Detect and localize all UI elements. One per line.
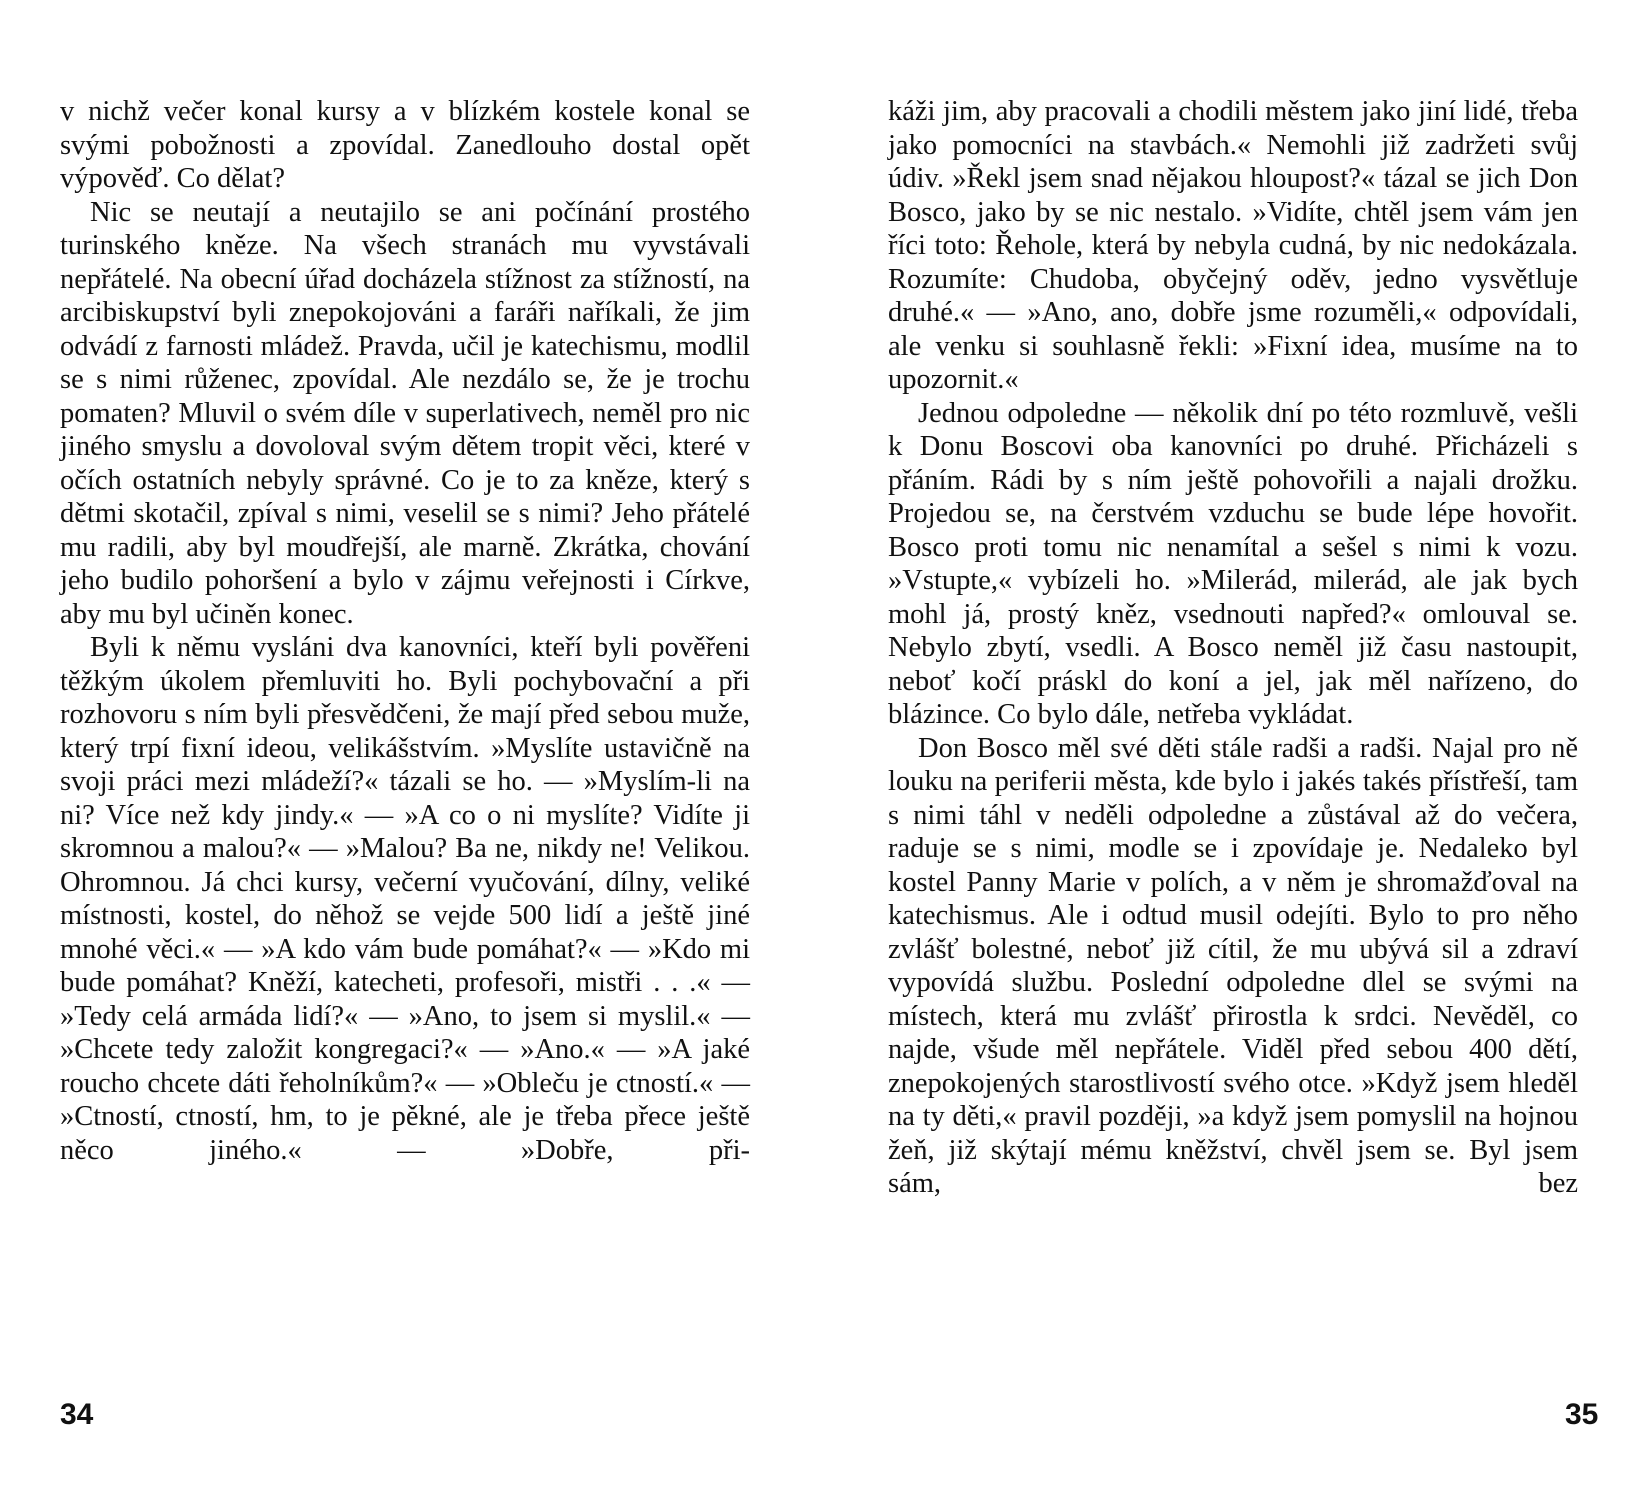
paragraph: Don Bosco měl své děti stále radši a radši. Najal pro ně louku na periferii města, kde bylo i jakés takés přístřeší, tam s nimi táhl v neděli odpoledne a zůstával až do večera, raduje se s nimi, modle se i zpovídaje je. Nedaleko byl kostel Panny Marie v polích, a v něm je shromažďoval na katechismus. Ale i odtud musil odejíti. Bylo to pro něho zvlášť bolestné, neboť již cítil, že mu ubývá sil a zdraví vypovídá službu. Poslední odpoledne dlel se svými na místech, která mu zvlášť přirostla k srdci. Nevěděl, co najde, všude měl nepřátele. Viděl před sebou 400 dětí, znepokojených starostlivostí svého otce. »Když jsem hleděl na ty děti,« pravil později, »a když jsem pomyslil na hojnou žeň, již skýtají mému kněžství, chvěl jsem se. Byl jsem sám, bez [888, 732, 1578, 1199]
right-page [888, 95, 1578, 1201]
page-number-left: 34 [60, 1398, 94, 1431]
paragraph: Nic se neutají a neutajilo se ani počínání prostého turinského kněze. Na všech stranách mu vyvstávali nepřátelé. Na obecní úřad docházela stížnost za stížností, na arcibiskupství byli znepokojováni a faráři naříkali, že jim odvádí z farnosti mládež. Pravda, učil je katechismu, modlil se s nimi růženec, zpovídal. Ale nezdálo se, že je trochu pomaten? Mluvil o svém díle v superlativech, neměl pro nic jiného smyslu a dovoloval svým dětem tropit věci, které v očích ostatních nebyly správné. Co je to za kněze, který s dětmi skotačil, zpíval s nimi, veselil se s nimi? Jeho přátelé mu radili, aby byl moudřejší, ale marně. Zkrátka, chování jeho budilo pohoršení a bylo v zájmu veřejnosti i Církve, aby mu byl učiněn konec. [60, 196, 750, 630]
paragraph: káži jim, aby pracovali a chodili městem jako jiní lidé, třeba jako pomocníci na stavbách.« Nemohli již zadržeti svůj údiv. »Řekl jsem snad nějakou hloupost?« tázal se jich Don Bosco, jako by se nic nestalo. »Vidíte, chtěl jsem vám jen říci toto: Řehole, která by nebyla cudná, by nic nedokázala. Rozumíte: Chudoba, obyčejný oděv, jedno vysvětluje druhé.« — »Ano, ano, dobře jsme rozuměli,« odpovídali, ale venku si souhlasně řekli: »Fixní idea, musíme na to upozornit.« [888, 96, 1578, 395]
right-page-text [888, 95, 1578, 1201]
paragraph: Jednou odpoledne — několik dní po této rozmluvě, vešli k Donu Boscovi oba kanovníci po druhé. Přicházeli s přáním. Rádi by s ním ještě pohovořili a najali drožku. Projedou se, na čerstvém vzduchu se bude lépe hovořit. Bosco proti tomu nic nenamítal a sešel s nimi k vozu. »Vstupte,« vybízeli ho. »Milerád, milerád, ale jak bych mohl já, prostý kněz, vsednouti napřed?« omlouval se. Nebylo zbytí, vsedli. A Bosco neměl již času nastoupit, neboť kočí práskl do koní a jel, jak měl nařízeno, do blázince. Co bylo dále, netřeba vykládat. [888, 397, 1578, 730]
paragraph: Byli k němu vysláni dva kanovníci, kteří byli pověřeni těžkým úkolem přemluviti ho. Byli pochybovační a při rozhovoru s ním byli přesvědčeni, že mají před sebou muže, který trpí fixní ideou, velikášstvím. »Myslíte ustavičně na svoji práci mezi mládeží?« tázali se ho. — »Myslím-li na ni? Více než kdy jindy.« — »A co o ni myslíte? Vidíte ji skromnou a malou?« — »Malou? Ba ne, nikdy ne! Velikou. Ohromnou. Já chci kursy, večerní vyučování, dílny, veliké místnosti, kostel, do něhož se vejde 500 lidí a ještě jiné mnohé věci.« — »A kdo vám bude pomáhat?« — »Kdo mi bude pomáhat? Kněží, katecheti, profesoři, mistři . . .« — »Tedy celá armáda lidí?« — »Ano, to jsem si myslil.« — »Chcete tedy založit kongregaci?« — »Ano.« — »A jaké roucho chcete dáti řeholníkům?« — »Obleču je ctností.« — »Ctností, ctností, hm, to je pěkné, ale je třeba přece ještě něco jiného.« — »Dobře, při- [60, 632, 750, 1166]
page-number-right: 35 [1565, 1398, 1599, 1431]
left-page [60, 95, 750, 1167]
paragraph: v nichž večer konal kursy a v blízkém kostele konal se svými pobožnosti a zpovídal. Zanedlouho dostal opět výpověď. Co dělat? [60, 96, 750, 194]
left-page-text [60, 95, 750, 1167]
